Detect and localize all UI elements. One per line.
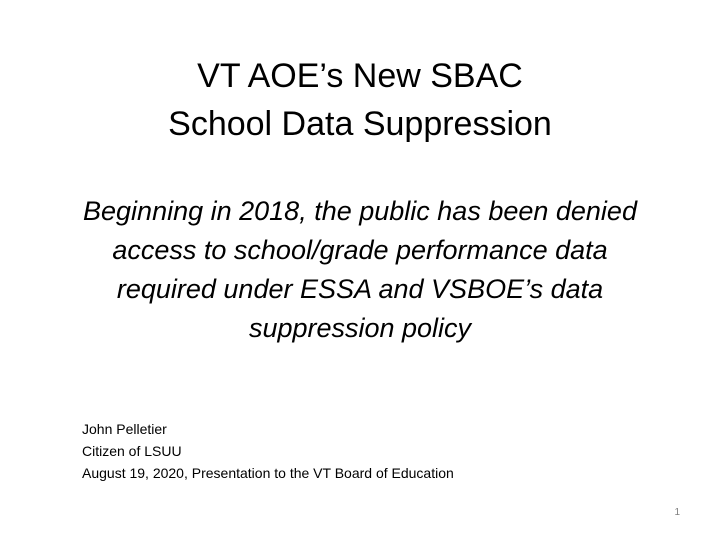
author-affiliation: Citizen of LSUU xyxy=(82,443,182,459)
slide-title xyxy=(40,52,680,148)
author-name: John Pelletier xyxy=(82,421,167,437)
slide-title-line-2: School Data Suppression xyxy=(168,105,552,143)
slide-title-line-1: VT AOE’s New SBAC xyxy=(197,57,523,95)
author-block xyxy=(82,418,682,484)
presentation-event: August 19, 2020, Presentation to the VT Board of Education xyxy=(82,465,454,481)
slide-subtitle: Beginning in 2018, the public has been denied access to school/grade performance data required under ESSA and VSBOE’s data suppression policy xyxy=(83,196,637,343)
slide-number: 1 xyxy=(674,507,680,518)
